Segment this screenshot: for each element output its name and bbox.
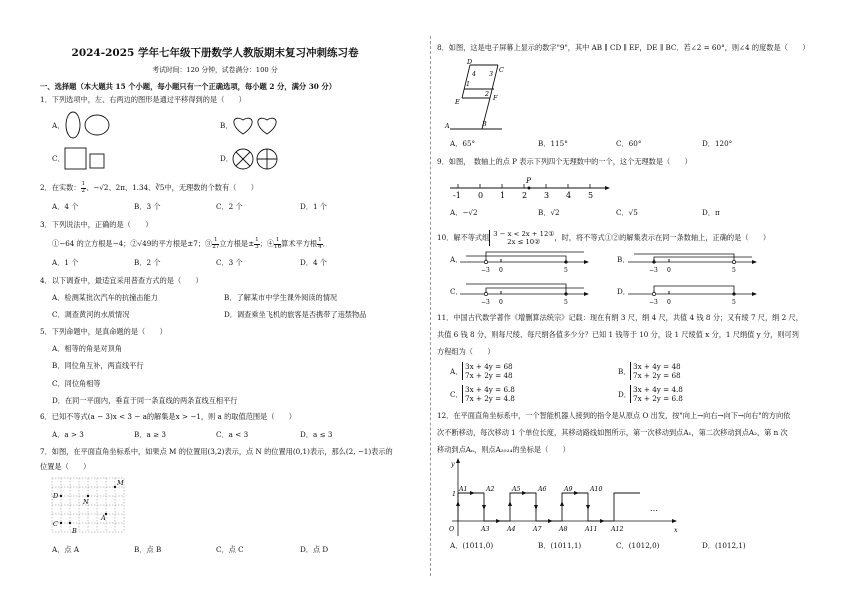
q6-option-c[interactable]: C．a < 3 — [216, 430, 249, 439]
q10-tick-neg3: −3 — [481, 267, 490, 274]
q12-robot-path-figure — [446, 460, 678, 538]
q8-label-b: B — [482, 121, 487, 128]
q10-tick-0: 0 — [499, 299, 503, 306]
q6-option-a[interactable]: A．a > 3 — [52, 430, 84, 439]
q12-label-a5: A5 — [512, 486, 521, 493]
q3-stem: 3．下列说法中，正确的是（ ） — [40, 220, 153, 229]
q3-frac-2-den: 3 — [255, 243, 259, 250]
q12-label-a4: A4 — [507, 526, 516, 533]
q12-option-a[interactable]: A．(1011,0) — [450, 541, 494, 550]
q12-stem-line3: 移动到点Aₙ，则点A₂₀₂₄的坐标是（ ） — [437, 445, 570, 454]
q3-frac-4-num: 1 — [318, 237, 322, 243]
q4-option-b[interactable]: B．了解某市中学生课外阅读的情况 — [224, 293, 338, 302]
q8-option-c[interactable]: C．60° — [616, 139, 642, 148]
q10-option-b[interactable]: B． — [617, 255, 630, 264]
exam-info: 考试时间：120 分钟，试卷满分：100 分 — [152, 66, 278, 74]
q8-label-e: E — [455, 99, 460, 106]
q11-stem-line1: 11．中国古代数学著作《增删算法统宗》记载：现在有绢 3 尺，绢 4 尺，共值 4 钱 8 分；又有绫 7 尺，绢 2 尺， — [437, 313, 803, 322]
q11-option-c[interactable]: C． — [450, 390, 463, 399]
q8-label-a: A — [445, 123, 450, 130]
q4-option-d[interactable]: D．调查乘坐飞机的旅客是否携带了违禁物品 — [224, 310, 367, 319]
q1-c-figure — [64, 147, 108, 171]
q9-tick-label: -1 — [453, 191, 461, 200]
q11-c-eq2: 7x + 2y = 4.8 — [465, 394, 515, 403]
q12-stem-line1: 12．在平面直角坐标系中，一个智能机器人接到的指令是从原点 O 出发，按"向上→向右→向下→向右"的方向依 — [437, 411, 791, 420]
q12-option-c[interactable]: C．(1012,0) — [616, 541, 660, 550]
q2-option-d[interactable]: D．1 个 — [300, 202, 327, 211]
q11-d-system — [630, 385, 683, 403]
q8-option-b[interactable]: B．115° — [538, 139, 568, 148]
q8-option-d[interactable]: D．120° — [702, 139, 733, 148]
q3-option-d[interactable]: D．4 个 — [300, 258, 327, 267]
q12-label-y: y — [451, 461, 455, 468]
q8-label-1: 1 — [466, 81, 471, 88]
q10-stem — [437, 230, 770, 246]
q7-stem-line2: 位置是（ ） — [40, 462, 91, 471]
q2-frac-den: 2 — [81, 187, 86, 194]
q8-option-a[interactable]: A．65° — [450, 139, 476, 148]
q12-label-a12: A12 — [611, 526, 624, 533]
q7-label-d: D — [53, 492, 59, 500]
q9-tick-label: 0 — [478, 191, 484, 200]
q10-system-eq2: 2x ≤ 10② — [507, 238, 541, 247]
q10-tick-neg3: −3 — [649, 267, 658, 274]
q5-option-b[interactable]: B．同位角互补，两直线平行 — [52, 361, 144, 370]
q3-statement-part: ． — [322, 239, 330, 249]
q10-option-c[interactable]: C． — [450, 287, 463, 296]
q12-label-origin: O — [449, 526, 455, 533]
q3-frac-2-num: 1 — [255, 237, 259, 243]
q11-option-b[interactable]: B． — [618, 367, 631, 376]
q3-statement-part: 立方根是± — [219, 239, 255, 249]
q9-tick-label: 5 — [588, 191, 594, 200]
q7-grid-figure — [50, 476, 130, 536]
q10-tick-0: 0 — [667, 267, 671, 274]
q9-option-d[interactable]: D．π — [702, 208, 720, 217]
q7-label-n: N — [83, 498, 89, 506]
q3-statement-part: ①−64 的立方根是−4；②√49的平方根是±7；③ — [52, 239, 213, 249]
q1-option-c[interactable]: C． — [52, 154, 65, 163]
q9-tick-label: 1 — [500, 191, 506, 200]
q11-stem-line2: 共值 6 钱 8 分，则每尺绫、每尺绢各值多少分？已知 1 钱等于 10 分，设 1 尺绫值 x 分，1 尺绢值 y 分，则可列 — [437, 330, 799, 339]
q7-option-b[interactable]: B．点 B — [134, 545, 162, 554]
q11-a-system — [462, 362, 513, 380]
q6-option-b[interactable]: B．a ≥ 3 — [134, 430, 166, 439]
right-column — [430, 0, 860, 608]
q1-b-figure — [232, 114, 280, 136]
q3-frac-1-den: 27 — [212, 243, 220, 250]
q11-d-eq2: 7x + 2y = 6.8 — [633, 394, 683, 403]
q1-option-b[interactable]: B． — [220, 121, 233, 130]
q1-d-figure — [232, 148, 278, 170]
q10-stem-pre: 10．解不等式组 — [437, 233, 490, 243]
q8-stem: 8．如图，这是电子屏幕上显示的数字"9"，其中 AB ∥ CD ∥ EF，DE ∥ BC．若∠2 = 60°，则∠4 的度数是（ ） — [437, 43, 810, 52]
q12-option-d[interactable]: D．(1012,1) — [702, 541, 746, 550]
q8-label-f: F — [493, 95, 498, 102]
q10-tick-5: 5 — [732, 267, 736, 274]
q9-stem: 9．如图， 数轴上的点 P 表示下列四个无理数中的一个，这个无理数是（ ） — [437, 157, 692, 166]
q11-option-d[interactable]: D． — [618, 390, 631, 399]
q2-stem-pre: 2．在实数： — [40, 183, 81, 193]
q10-b-numberline — [628, 248, 758, 274]
q3-statement-part: 算术平方根 — [281, 239, 318, 249]
q11-b-eq1: 3x + 4y = 48 — [633, 362, 681, 371]
q10-option-d[interactable]: D． — [617, 287, 630, 296]
q5-option-d[interactable]: D．在同一平面内，垂直于同一条直线的两条直线互相平行 — [52, 396, 238, 405]
q2-option-a[interactable]: A．4 个 — [52, 202, 79, 211]
q10-tick-neg3: −3 — [481, 299, 490, 306]
q11-d-eq1: 3x + 4y = 4.8 — [633, 385, 683, 394]
q9-number-line — [450, 174, 610, 200]
q4-option-a[interactable]: A．检测某批次汽车的抗撞击能力 — [52, 293, 158, 302]
q12-label-a10: A10 — [590, 486, 603, 493]
q12-label-x: x — [674, 527, 678, 534]
q12-option-b[interactable]: B．(1011,1) — [538, 541, 582, 550]
q7-option-a[interactable]: A．点 A — [52, 545, 80, 554]
q3-frac-3-num: 1 — [275, 237, 280, 243]
q10-c-numberline — [460, 280, 590, 306]
q12-label-a8: A8 — [559, 526, 568, 533]
q12-label-a1: A1 — [459, 486, 468, 493]
q9-point-p: P — [526, 176, 532, 185]
q10-tick-0: 0 — [499, 267, 503, 274]
q8-label-c: C — [499, 67, 504, 74]
q10-system-eq1: 3 − x < 2x + 12① — [493, 230, 555, 238]
q5-option-c[interactable]: C．同位角相等 — [52, 379, 101, 388]
q4-stem: 4．以下调查中，最适宜采用普查方式的是（ ） — [40, 276, 203, 285]
q5-option-a[interactable]: A．相等的角是对顶角 — [52, 344, 122, 353]
q3-frac-1-num: 1 — [213, 237, 218, 243]
q12-label-a7: A7 — [533, 526, 542, 533]
q9-tick-label: 2 — [522, 191, 528, 200]
q8-label-4: 4 — [472, 71, 477, 78]
q1-option-d[interactable]: D． — [220, 154, 233, 163]
q10-stem-post: ，时，将不等式①②的解集表示在同一条数轴上，正确的是（ ） — [554, 233, 771, 243]
q1-option-a[interactable]: A． — [52, 121, 65, 130]
q7-label-b: B — [72, 527, 77, 535]
q4-option-c[interactable]: C．调查黄河的水质情况 — [52, 310, 130, 319]
q3-option-a[interactable]: A．1 个 — [52, 258, 79, 267]
q11-option-a[interactable]: A． — [450, 367, 463, 376]
q7-option-c[interactable]: C．点 C — [216, 545, 244, 554]
q10-tick-0: 0 — [667, 299, 671, 306]
q10-option-a[interactable]: A． — [450, 255, 463, 264]
q10-tick-5: 5 — [564, 267, 568, 274]
q11-c-system — [462, 385, 515, 403]
q7-label-a: A — [101, 514, 106, 522]
q2-stem-post: 、−√2、2π、1.34、∛5中，无理数的个数有（ ） — [86, 183, 258, 193]
q9-option-b[interactable]: B．√2 — [538, 208, 560, 217]
q11-c-eq1: 3x + 4y = 6.8 — [465, 385, 515, 394]
q12-continuation-dots: … — [650, 504, 658, 513]
q3-frac-4-den: 4 — [318, 243, 322, 250]
q12-label-a9: A9 — [564, 486, 573, 493]
q7-option-d[interactable]: D．点 D — [300, 545, 329, 554]
q1-stem: 1．下列选项中，左、右两边的图形是通过平移得到的是（ ） — [40, 95, 246, 104]
q10-a-numberline — [460, 248, 590, 274]
q10-tick-5: 5 — [732, 299, 736, 306]
q1-a-figure — [64, 110, 112, 140]
q11-b-system — [630, 362, 681, 380]
q2-stem — [40, 182, 258, 194]
q9-tick-label: 4 — [566, 191, 572, 200]
q3-frac-3-den: 16 — [274, 243, 282, 250]
q3-option-b[interactable]: B．2 个 — [134, 258, 161, 267]
section-heading: 一、选择题（本大题共 15 个小题，每小题只有一个正确选项，每小题 2 分，满分 30 分） — [40, 82, 337, 91]
q8-figure — [444, 58, 524, 133]
q10-tick-neg3: −3 — [649, 299, 658, 306]
q11-stem-line3: 方程组为（ ） — [437, 347, 495, 356]
q12-label-a2: A2 — [486, 486, 495, 493]
q12-stem-line2: 次不断移动，每次移动 1 个单位长度，其移动路线如图所示，第一次移动到点A₁，第二次移动到点A₂，第 n 次 — [437, 428, 788, 437]
q12-label-a3: A3 — [481, 526, 490, 533]
q11-a-eq2: 7x + 2y = 48 — [465, 371, 513, 380]
q8-label-2: 2 — [485, 91, 490, 98]
q10-system — [489, 230, 554, 246]
q12-label-a6: A6 — [538, 486, 547, 493]
q12-label-one: 1 — [452, 491, 457, 498]
q9-option-a[interactable]: A．−√2 — [450, 208, 478, 217]
q11-a-eq1: 3x + 4y = 68 — [465, 362, 513, 371]
q9-tick-label: 3 — [544, 191, 550, 200]
q12-label-a11: A11 — [585, 526, 598, 533]
q3-statement-part: ；④ — [259, 239, 275, 249]
q6-stem: 6．已知不等式(a − 3)x < 3 − a的解集是x > −1，则 a 的取值范围是（ ） — [40, 412, 296, 421]
q3-statements — [52, 238, 330, 250]
q7-stem-line1: 7．如图，在平面直角坐标系中，如果点 M 的位置用(3,2)表示，点 N 的位置用(0,1)表示，那么(2, −1)表示的 — [40, 447, 393, 456]
q2-option-b[interactable]: B．3 个 — [134, 202, 161, 211]
q3-option-c[interactable]: C．3 个 — [216, 258, 243, 267]
q9-option-c[interactable]: C．√5 — [616, 208, 638, 217]
q2-frac-num: 1 — [81, 181, 86, 187]
q2-option-c[interactable]: C．2 个 — [216, 202, 243, 211]
q5-stem: 5．下列命题中，是真命题的是（ ） — [40, 327, 167, 336]
q8-label-d: D — [467, 59, 473, 66]
q7-label-c: C — [53, 520, 58, 528]
q10-tick-5: 5 — [564, 299, 568, 306]
q11-b-eq2: 7x + 2y = 68 — [633, 371, 681, 380]
q6-option-d[interactable]: D．a ≤ 3 — [300, 430, 333, 439]
page-title: 2024-2025 学年七年级下册数学人教版期末复习冲刺练习卷 — [71, 47, 359, 59]
q10-d-numberline — [628, 280, 758, 306]
q7-label-m: M — [117, 479, 124, 487]
q8-label-3: 3 — [489, 71, 494, 78]
